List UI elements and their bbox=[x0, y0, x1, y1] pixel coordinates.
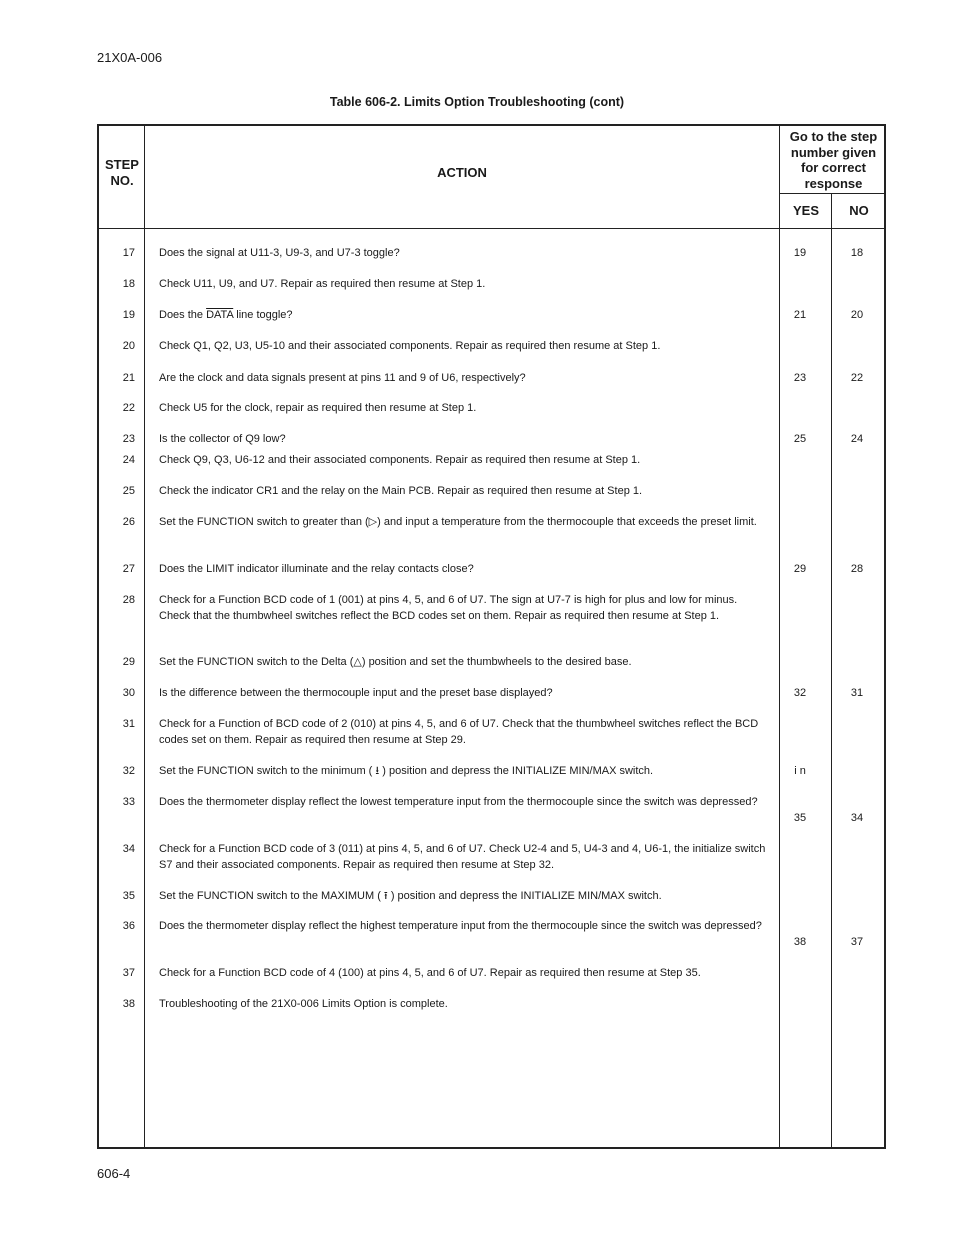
action-text: Troubleshooting of the 21X0-006 Limits Option is complete. bbox=[159, 998, 448, 1010]
step-number: 38 bbox=[122, 998, 135, 1010]
no-step: 31 bbox=[850, 687, 864, 699]
yes-step: 38 bbox=[793, 936, 807, 948]
column-divider-step bbox=[144, 124, 145, 1149]
action-text: Check Q9, Q3, U6-12 and their associated components. Repair as required then resume at Step 1. bbox=[159, 454, 641, 466]
step-number: 31 bbox=[122, 718, 135, 730]
action-text: Is the difference between the thermocouple input and the preset base displayed? bbox=[159, 687, 553, 699]
action-text: Check Q1, Q2, U3, U5-10 and their associated components. Repair as required then resume at Step 1. bbox=[159, 340, 661, 352]
action-text-part: line toggle? bbox=[233, 309, 293, 321]
action-text: Are the clock and data signals present at pins 11 and 9 of U6, respectively? bbox=[159, 372, 526, 384]
action-text-part: Does the bbox=[159, 309, 207, 321]
header-yes: YES bbox=[792, 203, 819, 218]
header-step-number: STEP NO. bbox=[105, 157, 139, 188]
action-text: Check for a Function BCD code of 4 (100) at pins 4, 5, and 6 of U7. Repair as required then resume at Step 35. bbox=[159, 967, 701, 979]
step-number: 27 bbox=[122, 563, 135, 575]
step-number: 19 bbox=[122, 309, 135, 321]
action-text: Check the indicator CR1 and the relay on the Main PCB. Repair as required then resume at Step 1. bbox=[159, 485, 643, 497]
step-number: 25 bbox=[122, 485, 135, 497]
step-number: 35 bbox=[122, 890, 135, 902]
yes-step: 23 bbox=[793, 372, 807, 384]
no-step: 37 bbox=[850, 936, 864, 948]
step-number: 33 bbox=[122, 796, 135, 808]
yes-step: 25 bbox=[793, 433, 807, 445]
action-text: Set the FUNCTION switch to the MAXIMUM ( ⭱ ) position and depress the INITIALIZE MIN/MAX switch. bbox=[159, 890, 662, 902]
action-text: Does the thermometer display reflect the lowest temperature input from the thermocouple since the switch was depressed? bbox=[159, 796, 758, 808]
document-id: 21X0A-006 bbox=[97, 50, 163, 65]
yes-step: 19 bbox=[793, 247, 807, 259]
no-step: 24 bbox=[850, 433, 864, 445]
header-divider bbox=[97, 228, 886, 229]
step-number: 30 bbox=[122, 687, 135, 699]
yes-step: 32 bbox=[793, 687, 807, 699]
step-number: 36 bbox=[122, 920, 135, 932]
action-text: Does the signal at U11-3, U9-3, and U7-3 toggle? bbox=[159, 247, 400, 259]
column-divider-yes-no bbox=[779, 193, 886, 194]
action-text: Check U5 for the clock, repair as required then resume at Step 1. bbox=[159, 402, 477, 414]
no-step: 22 bbox=[850, 372, 864, 384]
step-number: 22 bbox=[122, 402, 135, 414]
action-text: Does the thermometer display reflect the highest temperature input from the thermocouple since the switch was depressed? bbox=[159, 920, 762, 932]
no-step: 18 bbox=[850, 247, 864, 259]
column-divider-action bbox=[779, 124, 780, 1149]
action-text: Set the FUNCTION switch to greater than (▷) and input a temperature from the thermocouple that exceeds the preset limit. bbox=[159, 516, 757, 528]
step-number: 21 bbox=[122, 372, 135, 384]
action-text bbox=[159, 307, 771, 323]
action-text: Set the FUNCTION switch to the minimum ( ⭳ ) position and depress the INITIALIZE MIN/MAX switch. bbox=[159, 765, 654, 777]
action-text: Does the LIMIT indicator illuminate and the relay contacts close? bbox=[159, 563, 474, 575]
step-number: 23 bbox=[122, 433, 135, 445]
table-title: Table 606-2. Limits Option Troubleshooting (cont) bbox=[329, 95, 625, 109]
yes-step: i n bbox=[794, 765, 806, 777]
step-number: 32 bbox=[122, 765, 135, 777]
no-step: 34 bbox=[850, 812, 864, 824]
action-text: Check U11, U9, and U7. Repair as required then resume at Step 1. bbox=[159, 278, 486, 290]
header-no: NO bbox=[849, 203, 869, 218]
action-text: Check for a Function BCD code of 3 (011) at pins 4, 5, and 6 of U7. Check U2-4 and 5, U4-3 and 4, U6-1, the initialize switch S7 and their associated components. Repair as required then resume at Step 32. bbox=[159, 843, 766, 871]
step-number: 24 bbox=[122, 454, 135, 466]
data-signal-overline: DATA bbox=[206, 309, 234, 321]
action-text: Set the FUNCTION switch to the Delta (△) position and set the thumbwheels to the desired base. bbox=[159, 656, 632, 668]
step-number: 37 bbox=[122, 967, 135, 979]
column-divider-yes-no-vertical bbox=[831, 193, 832, 1149]
action-text: Check for a Function of BCD code of 2 (010) at pins 4, 5, and 6 of U7. Check that the thumbwheel switches reflect the BCD codes set on them. Repair as required then resume at Step 29. bbox=[159, 718, 759, 746]
yes-step: 29 bbox=[793, 563, 807, 575]
no-step: 28 bbox=[850, 563, 864, 575]
step-number: 17 bbox=[122, 247, 135, 259]
step-number: 20 bbox=[122, 340, 135, 352]
step-number: 34 bbox=[122, 843, 135, 855]
step-number: 28 bbox=[122, 594, 135, 606]
step-number: 26 bbox=[122, 516, 135, 528]
action-text: Is the collector of Q9 low? bbox=[159, 433, 286, 445]
yes-step: 21 bbox=[793, 309, 807, 321]
no-step: 20 bbox=[850, 309, 864, 321]
step-number: 18 bbox=[122, 278, 135, 290]
step-number: 29 bbox=[122, 656, 135, 668]
action-text: Check for a Function BCD code of 1 (001) at pins 4, 5, and 6 of U7. The sign at U7-7 is high for plus and low for minus. Check that the thumbwheel switches reflect the BCD codes set on them. Repair as required then resume at Step 1. bbox=[159, 594, 738, 622]
page-number: 606-4 bbox=[97, 1166, 131, 1181]
yes-step: 35 bbox=[793, 812, 807, 824]
header-action: ACTION bbox=[437, 165, 487, 180]
header-goto-step: Go to the step number given for correct response bbox=[789, 129, 878, 191]
